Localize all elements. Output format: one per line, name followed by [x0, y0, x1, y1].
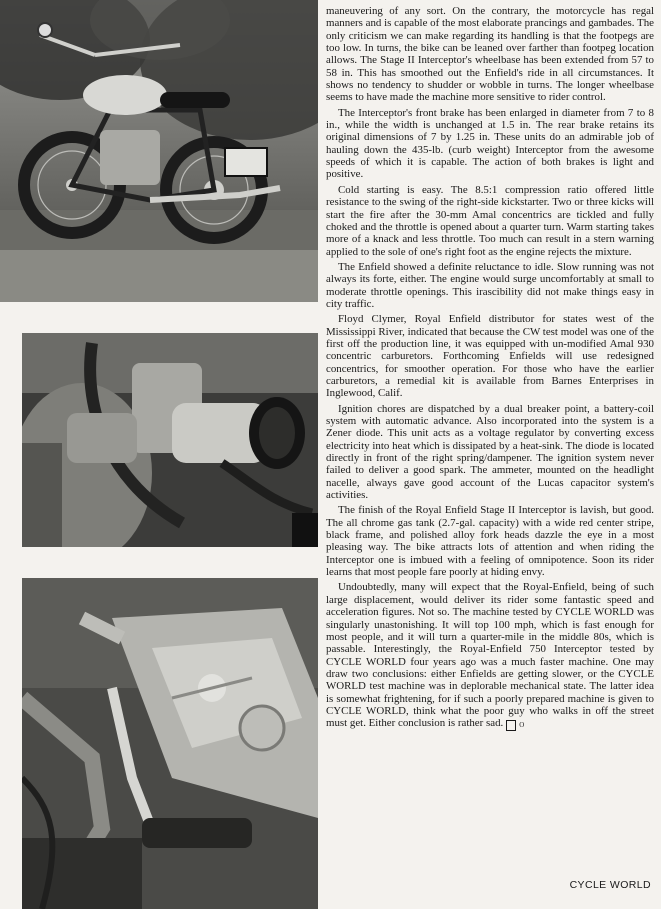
- article-paragraph: The Interceptor's front brake has been enlarged in diameter from 7 to 8 in., while the width is unchanged at 1.5 in. The rear brake retains its original dimensions of 7 by 1.25 in. These units do an admirable job of hauling down the 435-lb. (curb weight) Interceptor from the awesome speeds of which it is capable. The action of both brakes is light and positive.: [326, 106, 654, 181]
- article-paragraph: Floyd Clymer, Royal Enfield distributor for states west of the Mississippi River, indicated that because the CW test model was one of the first off the production line, it was equipped with un-modified Amal 930 concentric carburetors. Forthcoming Enfields will use redesigned concentrics, for smoother operation. For those who have the earlier carburetors, a remedial kit is available from Barnes Enterprises in Inglewood, Calif.: [326, 313, 654, 400]
- article-column: [326, 5, 654, 731]
- end-of-article-mark: O: [506, 720, 516, 731]
- article-paragraph: Ignition chores are dispatched by a dual breaker point, a battery-coil system with automatic advance. Also incorporated into the system is a Zener diode. This unit acts as a voltage regulator by converting excess electricity into heat which is dissipated by a heat-sink. The diode is located directly in front of the right spring/dampener. The ignition system never failed to deliver a good spark. The ammeter, mounted on the headlight nacelle, always gave good account of the Lucas capacitor system's activities.: [326, 402, 654, 502]
- article-paragraph: maneuvering of any sort. On the contrary, the motorcycle has regal manners and is capable of the most elaborate prancings and gambades. The only criticism we can make regarding its handling is that the footpegs are too low. In turns, the bike can be leaned over farther than footpeg location allows. The Stage II Interceptor's wheelbase has been extended from 57 to 58 in. This has smoothed out the Enfield's ride in all circumstances. It shows no tendency to shudder or wobble in turns. The longer wheelbase seems to have made the machine more sensitive to rider control.: [326, 5, 654, 104]
- footpeg-kickstarter-photo: [22, 578, 318, 909]
- article-paragraph: Cold starting is easy. The 8.5:1 compression ratio offered little resistance to the swing of the right-side kickstarter. Two or three kicks will start the fire after the 30-mm Amal concentrics are tickled and fully choked and the throttle is opened about a quarter turn. Warm starting takes more of a knack and less throttle. Too much can result in a stern warning applied to the sole of one's right foot as the engine rejects the mixture.: [326, 183, 654, 258]
- magazine-footer: CYCLE WORLD: [569, 879, 651, 891]
- article-paragraph-text: Undoubtedly, many will expect that the Royal-Enfield, being of such large displacement, would deliver its rider some fantastic speed and acceleration figures. Not so. The machine tested by CYCLE WORLD was singularly unastonishing. It will top 100 mph, which is fast enough for most people, and it will turn a quarter-mile in the middle 80s, which is passable. Interestingly, the Royal-Enfield 750 Interceptor tested by CYCLE WORLD four years ago was a much faster machine. One may draw two conclusions: either Enfields are getting slower, or the CYCLE WORLD test machine was in deplorable mechanical state. The latter idea is somewhat frightening, for if such a poorly prepared machine is given to CYCLE WORLD, think what the poor guy who walks in off the street must get. Either conclusion is rather sad.: [326, 581, 654, 730]
- article-paragraph: [326, 581, 654, 731]
- motorcycle-photo: [0, 0, 318, 302]
- article-paragraph: The Enfield showed a definite reluctance to idle. Slow running was not always its forte, either. The engine would surge uncomfortably at small to moderate throttle openings. This irascibility did not make things easy in city traffic.: [326, 260, 654, 310]
- article-paragraph: The finish of the Royal Enfield Stage II Interceptor is lavish, but good. The all chrome gas tank (2.7-gal. capacity) with a wide red center stripe, black frame, and polished alloy fork heads dazzle the eye in a most pleasing way. The bike attracts lots of attention and when riding the Interceptor one is imbued with a feeling of omnipotence. Soon its rider learns that most people fare poorly at hiding envy.: [326, 504, 654, 579]
- carburetor-closeup-photo: [22, 333, 318, 547]
